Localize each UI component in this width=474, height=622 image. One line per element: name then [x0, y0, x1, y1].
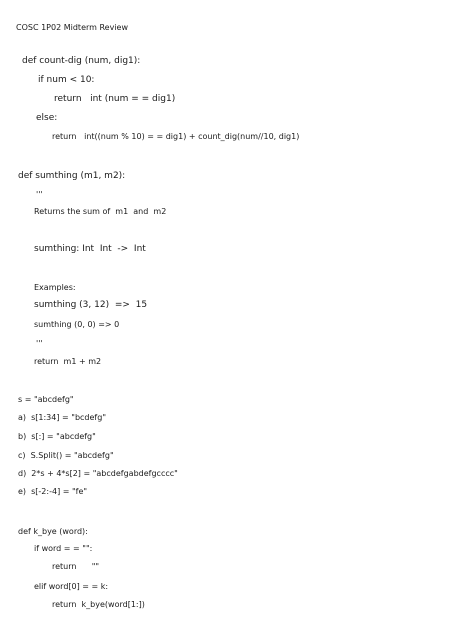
slicing-item-a: a) s[1:34] = "bcdefg" [18, 413, 107, 422]
slicing-item-b: b) s[:] = "abcdefg" [18, 432, 96, 441]
sumthing-signature: sumthing: Int Int -> Int [34, 244, 146, 254]
sumthing-def: def sumthing (m1, m2): [18, 171, 126, 181]
sumthing-return: return m1 + m2 [34, 357, 102, 366]
slicing-assign: s = "abcdefg" [18, 395, 74, 404]
k-bye-elif: elif word[0] = = k: [34, 582, 109, 591]
sumthing-doc-purpose: Returns the sum of m1 and m2 [34, 207, 167, 216]
count-dig-return-base: return int (num = = dig1) [54, 94, 176, 104]
k-bye-def: def k_bye (word): [18, 527, 88, 536]
sumthing-example-1: sumthing (3, 12) => 15 [34, 300, 148, 310]
count-dig-def: def count-dig (num, dig1): [22, 56, 141, 66]
count-dig-if: if num < 10: [38, 75, 95, 85]
slicing-item-d: d) 2*s + 4*s[2] = "abcdefgabdefgcccc" [18, 469, 178, 478]
k-bye-if: if word = = "": [34, 544, 93, 553]
count-dig-return-rec: return int((num % 10) = = dig1) + count_dig(num//10, dig1) [52, 132, 300, 141]
k-bye-return-rec: return k_bye(word[1:]) [52, 600, 145, 609]
sumthing-example-2: sumthing (0, 0) => 0 [34, 320, 120, 329]
slicing-item-c: c) S.Split() = "abcdefg" [18, 451, 114, 460]
sumthing-examples-label: Examples: [34, 283, 76, 292]
k-bye-return-empty: return "" [52, 562, 100, 571]
sumthing-docstring-open: ''' [36, 190, 43, 199]
page-title: COSC 1P02 Midterm Review [16, 23, 129, 32]
count-dig-else: else: [36, 113, 58, 123]
sumthing-docstring-close: ''' [36, 339, 43, 348]
slicing-item-e: e) s[-2:-4] = "fe" [18, 487, 88, 496]
